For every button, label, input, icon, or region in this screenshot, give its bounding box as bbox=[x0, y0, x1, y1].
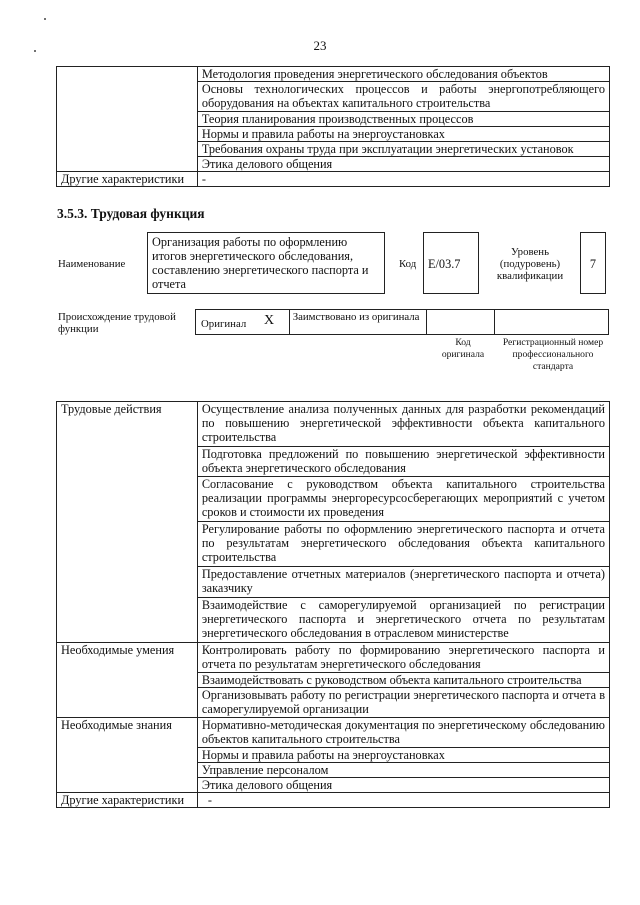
other-characteristics-value: - bbox=[197, 793, 609, 808]
registration-number-cell bbox=[495, 310, 609, 335]
skills-label: Необходимые умения bbox=[57, 643, 198, 718]
other-characteristics-label: Другие характеристики bbox=[57, 793, 198, 808]
level-box bbox=[580, 232, 606, 294]
knowledge-row: Этика делового общения bbox=[197, 778, 609, 793]
origin-label: Происхождение трудовой функции bbox=[58, 311, 176, 335]
code-value: E/03.7 bbox=[428, 257, 461, 271]
knowledge-row: Основы технологических процессов и работы энергопотребляющего оборудования на объектах капитального строительства bbox=[197, 82, 609, 112]
code-label: Код bbox=[399, 258, 417, 270]
knowledge-row: Нормы и правила работы на энергоустановках bbox=[197, 127, 609, 142]
registration-caption: Регистрационный номер профессионального стандарта bbox=[502, 337, 604, 372]
knowledge-row: Методология проведения энергетического обследования объектов bbox=[197, 67, 609, 82]
knowledge-row: Теория планирования производственных процессов bbox=[197, 112, 609, 127]
top-knowledge-table bbox=[56, 66, 610, 187]
knowledge-row: Нормы и правила работы на энергоустановках bbox=[197, 748, 609, 763]
knowledge-row: Требования охраны труда при эксплуатации энергетических установок bbox=[197, 142, 609, 157]
borrowed-label: Заимствовано из оригинала bbox=[292, 311, 420, 323]
other-characteristics-value: - bbox=[197, 172, 609, 187]
function-name: Организация работы по оформлению итогов энергетического обследования, составлению энергетического паспорта и отчета bbox=[152, 235, 369, 291]
origin-code-cell bbox=[427, 310, 495, 335]
labor-action-row: Осуществление анализа полученных данных для разработки рекомендаций по повышению энергетической эффективности объекта капитального строительства bbox=[197, 402, 609, 447]
main-function-table bbox=[56, 401, 610, 808]
code-caption: Код оригинала bbox=[441, 337, 485, 360]
knowledge-row: Этика делового общения bbox=[197, 157, 609, 172]
page-number: 23 bbox=[313, 38, 327, 53]
knowledge-row: Управление персоналом bbox=[197, 763, 609, 778]
origin-table bbox=[195, 309, 609, 335]
labor-action-row: Согласование с руководством объекта капитального строительства реализации программы энергоресурсосберегающих мероприятий с учетом сроков и стоимости их проведения bbox=[197, 477, 609, 522]
function-name-box bbox=[147, 232, 385, 294]
skill-row: Контролировать работу по формированию энергетического паспорта и отчета по результатам энергетического обследования bbox=[197, 643, 609, 673]
knowledge-label: Необходимые знания bbox=[57, 718, 198, 793]
knowledge-row: Нормативно-методическая документация по энергетическому обследованию объектов капитального строительства bbox=[197, 718, 609, 748]
scan-speck bbox=[44, 18, 46, 20]
empty-label-cell bbox=[57, 67, 198, 172]
original-label: Оригинал bbox=[201, 318, 247, 330]
labor-action-row: Подготовка предложений по повышению энергетической эффективности объекта энергетического обследования bbox=[197, 447, 609, 477]
section-title: 3.5.3. Трудовая функция bbox=[57, 206, 205, 221]
labor-action-row: Взаимодействие с саморегулируемой организацией по регистрации энергетического паспорта и энергетического отчета по результатам энергетического обследования в отраслевом министерстве bbox=[197, 598, 609, 643]
original-cell bbox=[196, 310, 290, 335]
borrowed-cell bbox=[289, 310, 427, 335]
original-mark: X bbox=[264, 313, 275, 328]
labor-actions-label: Трудовые действия bbox=[57, 402, 198, 643]
name-label: Наименование bbox=[58, 258, 126, 270]
skill-row: Организовывать работу по регистрации энергетического паспорта и отчета в саморегулируемой организации bbox=[197, 688, 609, 718]
level-value: 7 bbox=[589, 257, 597, 271]
labor-action-row: Регулирование работы по оформлению энергетического паспорта и отчета по результатам энергетического обследования объекта капитального строительства bbox=[197, 522, 609, 567]
level-label: Уровень (подуровень) квалификации bbox=[496, 246, 564, 282]
code-box bbox=[423, 232, 479, 294]
skill-row: Взаимодействовать с руководством объекта капитального строительства bbox=[197, 673, 609, 688]
other-characteristics-label: Другие характеристики bbox=[57, 172, 198, 187]
labor-action-row: Предоставление отчетных материалов (энергетического паспорта и отчета) заказчику bbox=[197, 567, 609, 598]
